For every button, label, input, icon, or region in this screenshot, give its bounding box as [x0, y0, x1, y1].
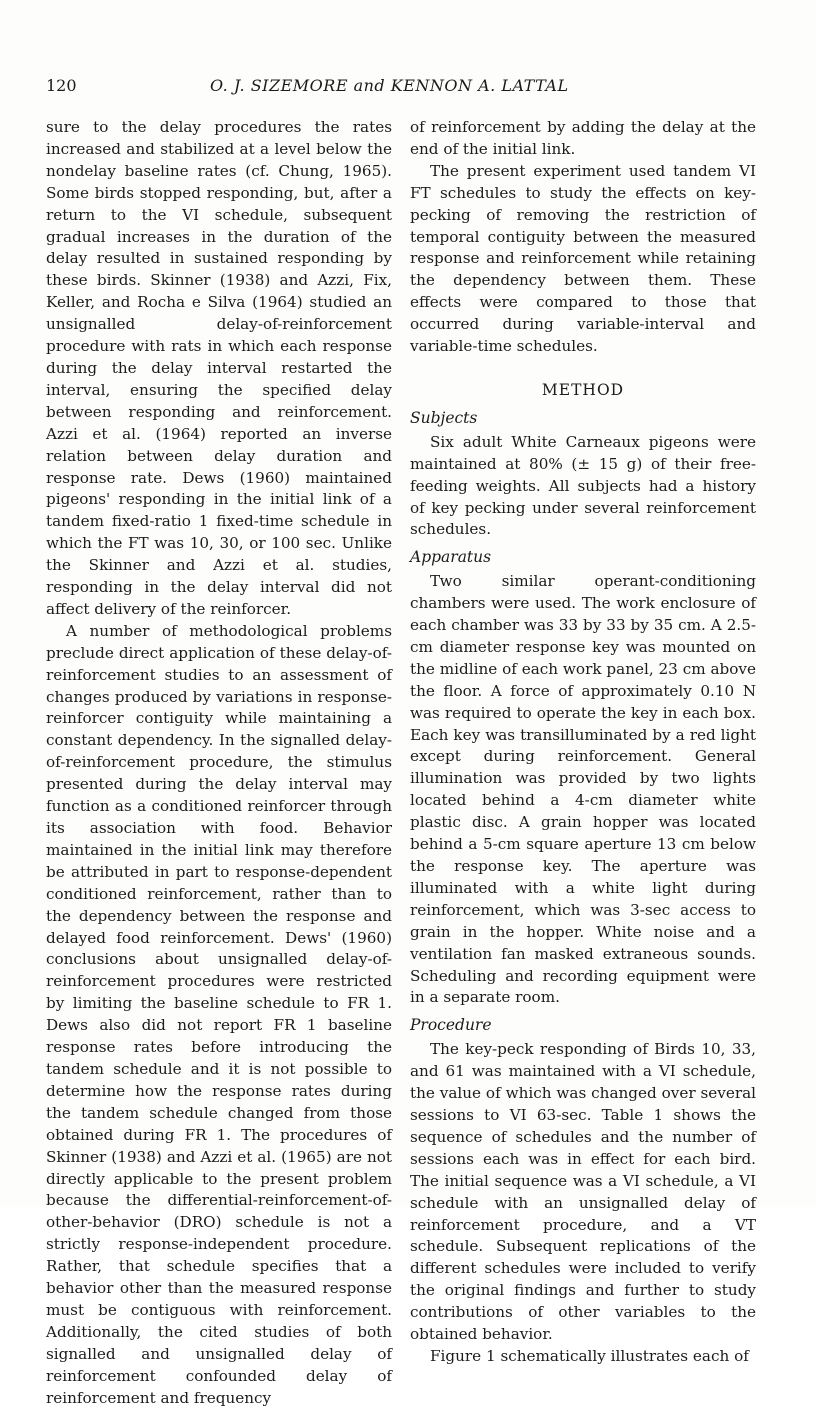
body-paragraph: Six adult White Carneaux pigeons were maintained at 80% (± 15 g) of their free-feeding weights. All subjects had a history of key pecking under several reinforcement schedules.: [410, 432, 756, 539]
body-paragraph: The present experiment used tandem VI FT schedules to study the effects on key-pecking of removing the restriction of temporal contiguity between the measured response and reinforcement while retaining the dependency between them. These effects were compared to those that occurred during variable-interval and variable-time schedules.: [410, 161, 756, 356]
section-title-method: METHOD: [541, 380, 625, 399]
subheading-subjects: Subjects: [410, 408, 478, 427]
body-paragraph: The key-peck responding of Birds 10, 33, and 61 was maintained with a VI schedule, the value of which was changed over several sessions to VI 63-sec. Table 1 shows the sequence of schedules and the number of sessions each was in effect for each bird. The initial sequence was a VI schedule, a VI schedule with an unsignalled delay of reinforcement procedure, and a VT schedule. Subsequent replications of the different schedules were included to verify the original findings and further to study contributions of other variables to the obtained behavior.: [410, 1040, 756, 1344]
left-column: [46, 117, 392, 1409]
page-number: 120: [46, 76, 77, 95]
right-column: [410, 117, 756, 1368]
subheading-apparatus: Apparatus: [410, 548, 492, 567]
running-head: [46, 76, 770, 100]
body-paragraph: Two similar operant-conditioning chambers were used. The work enclosure of each chamber was 33 by 33 by 35 cm. A 2.5-cm diameter response key was mounted on the midline of each work panel, 23 cm above the floor. A force of approximately 0.10 N was required to operate the key in each box. Each key was transilluminated by a red light except during reinforcement. General illumination was provided by two lights located behind a 4-cm diameter white plastic disc. A grain hopper was located behind a 5-cm square aperture 13 cm below the response key. The aperture was illuminated with a white light during reinforcement, which was 3-sec access to grain in the hopper. White noise and a ventilation fan masked extraneous sounds. Scheduling and recording equipment were in a separate room.: [410, 572, 756, 1007]
body-paragraph: A number of methodological problems preclude direct application of these delay-of-reinforcement studies to an assessment of changes produced by variations in response-reinforcer contiguity while maintaining a constant dependency. In the signalled delay-of-reinforcement procedure, the stimulus presented during the delay interval may function as a conditioned reinforcer through its association with food. Behavior maintained in the initial link may therefore be attributed in part to response-dependent conditioned reinforcement, rather than to the dependency between the response and delayed food reinforcement. Dews' (1960) conclusions about unsignalled delay-of-reinforcement procedures were restricted by limiting the baseline schedule to FR 1. Dews also did not report FR 1 baseline response rates before introducing the tandem schedule and it is not possible to determine how the response rates during the tandem schedule changed from those obtained during FR 1. The procedures of Skinner (1938) and Azzi et al. (1965) are not directly applicable to the present problem because the differential-reinforcement-of-other-behavior (DRO) schedule is not a strictly response-independent procedure. Rather, that schedule specifies that a behavior other than the measured response must be contiguous with reinforcement. Additionally, the cited studies of both signalled and unsignalled delay of reinforcement confounded delay of reinforcement and frequency: [46, 621, 392, 1407]
body-paragraph: Figure 1 schematically illustrates each of: [430, 1346, 749, 1365]
subheading-procedure: Procedure: [410, 1016, 492, 1035]
body-paragraph: sure to the delay procedures the rates increased and stabilized at a level below the nondelay baseline rates (cf. Chung, 1965). Some birds stopped responding, but, after a return to the VI schedule, subsequent gradual increases in the duration of the delay resulted in sustained responding by these birds. Skinner (1938) and Azzi, Fix, Keller, and Rocha e Silva (1964) studied an unsignalled delay-of-reinforcement procedure with rats in which each response during the delay interval restarted the interval, ensuring the specified delay between responding and reinforcement. Azzi et al. (1964) reported an inverse relation between delay duration and response rate. Dews (1960) maintained pigeons' responding in the initial link of a tandem fixed-ratio 1 fixed-time schedule in which the FT was 10, 30, or 100 sec. Unlike the Skinner and Azzi et al. studies, responding in the delay interval did not affect delivery of the reinforcer.: [46, 118, 392, 618]
running-head-authors: O. J. SIZEMORE and KENNON A. LATTAL: [210, 76, 569, 95]
body-paragraph: of reinforcement by adding the delay at the end of the initial link.: [410, 118, 756, 158]
